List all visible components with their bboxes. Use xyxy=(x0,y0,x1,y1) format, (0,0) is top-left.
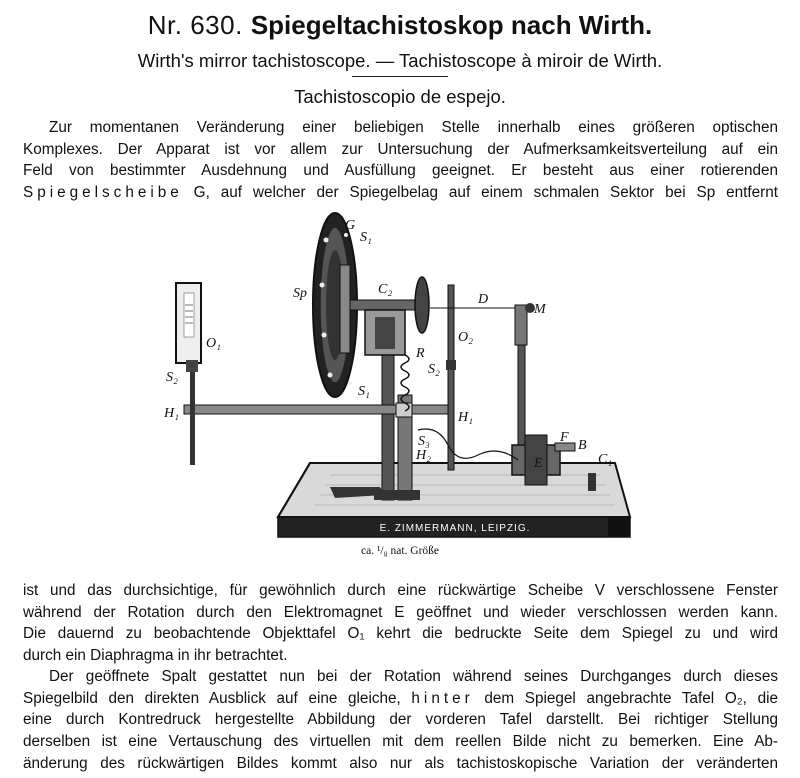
text-line: während der Rotation durch den Elektromagnet E geöffnet und wieder verschlossen werden kann. xyxy=(23,603,778,621)
label-S1-top: S₁ xyxy=(360,230,372,245)
text-line: Der geöffnete Spalt gestattet nun bei der Rotation während seines Durchganges durch dieses xyxy=(49,668,778,685)
text-line: eine durch Kontredruck hergestellte Abbildung der vorderen Tafel darstellt. Bei richtiger Stellung xyxy=(23,711,778,729)
text-line: ist und das durchsichtige, für gewöhnlich durch eine rückwärtige Scheibe V verschlossene Fenster xyxy=(23,582,778,599)
label-H1-left: H₁ xyxy=(164,406,179,421)
text-line: derselben ist eine Vertauschung des virtuellen mit dem reellen Bilde nicht zu bemerken. Eine Ab- xyxy=(23,733,778,751)
label-Sp: Sp xyxy=(293,286,307,301)
right-object-stand xyxy=(446,285,456,470)
text-fragment: G, auf welcher der Spiegelbelag auf einem schmalen Sektor bei Sp entfernt xyxy=(182,184,778,202)
subtitle-spanish: Tachistoscopio de espejo. xyxy=(294,86,506,107)
apparatus-illustration xyxy=(160,205,640,540)
label-M: M xyxy=(534,302,546,317)
item-title: Spiegeltachistoskop nach Wirth. xyxy=(250,10,653,40)
label-F: F xyxy=(560,430,569,445)
text-line xyxy=(23,688,778,710)
description-paragraph-3 xyxy=(23,666,778,775)
text-line: Die dauernd zu beobachtende Objekttafel O₁ kehrt die bedruckte Seite dem Spiegel zu und wird xyxy=(23,625,778,643)
label-G: G xyxy=(345,218,356,233)
text-fragment: dem Spiegel angebrachte Tafel O₂, die xyxy=(473,689,779,707)
maker-plate: E. ZIMMERMANN, LEIPZIG. xyxy=(379,523,531,534)
subtitle-english-french: Wirth's mirror tachistoscope. — Tachistoscope à miroir de Wirth. xyxy=(137,50,663,71)
description-paragraph-2 xyxy=(23,580,778,667)
label-H2: H₂ xyxy=(416,448,431,463)
text-line: Komplexes. Der Apparat ist vor allem zur Untersuchung der Aufmerksamkeitsverteilung auf ein xyxy=(23,140,778,158)
label-E: E xyxy=(534,456,543,471)
divider xyxy=(352,76,448,77)
label-H1-right: H₁ xyxy=(458,410,473,425)
wire xyxy=(418,429,518,460)
label-B: B xyxy=(578,438,587,453)
spaced-term: Spiegelscheibe xyxy=(23,184,183,202)
label-S1-bottom: S₁ xyxy=(358,384,370,399)
text-line: Zur momentanen Veränderung einer beliebigen Stelle innerhalb eines größeren optischen xyxy=(49,119,778,136)
text-line: änderung des rückwärtigen Bildes kommt also nur als tachistoskopische Variation der veränderten xyxy=(23,754,778,772)
item-number: Nr. 630. xyxy=(147,10,243,40)
label-S2-right: S₂ xyxy=(428,362,440,377)
label-S2-left: S₂ xyxy=(166,370,178,385)
text-line: durch ein Diaphragma in ihr betrachtet. xyxy=(23,647,288,665)
figure-caption: ca. ¹/₈ nat. Größe xyxy=(360,545,440,557)
left-object-stand xyxy=(176,283,201,465)
text-fragment: Spiegelbild den direkten Ausblick auf eine gleiche, xyxy=(23,689,412,707)
label-C1: C₁ xyxy=(598,452,613,467)
label-D: D xyxy=(478,292,489,307)
text-line: Feld von bestimmter Ausdehnung und Ausfüllung geeignet. Er besteht aus einer rotierenden xyxy=(23,162,778,180)
label-R: R xyxy=(416,346,425,361)
label-S3: S₃ xyxy=(418,434,430,449)
text-line xyxy=(23,182,778,204)
horizontal-rod xyxy=(184,405,454,414)
description-paragraph-1 xyxy=(23,117,778,204)
label-C2: C₂ xyxy=(378,282,393,297)
spaced-term: hinter xyxy=(411,689,474,707)
page-heading xyxy=(0,8,800,42)
label-O1: O₁ xyxy=(206,336,221,351)
label-O2: O₂ xyxy=(458,330,473,345)
